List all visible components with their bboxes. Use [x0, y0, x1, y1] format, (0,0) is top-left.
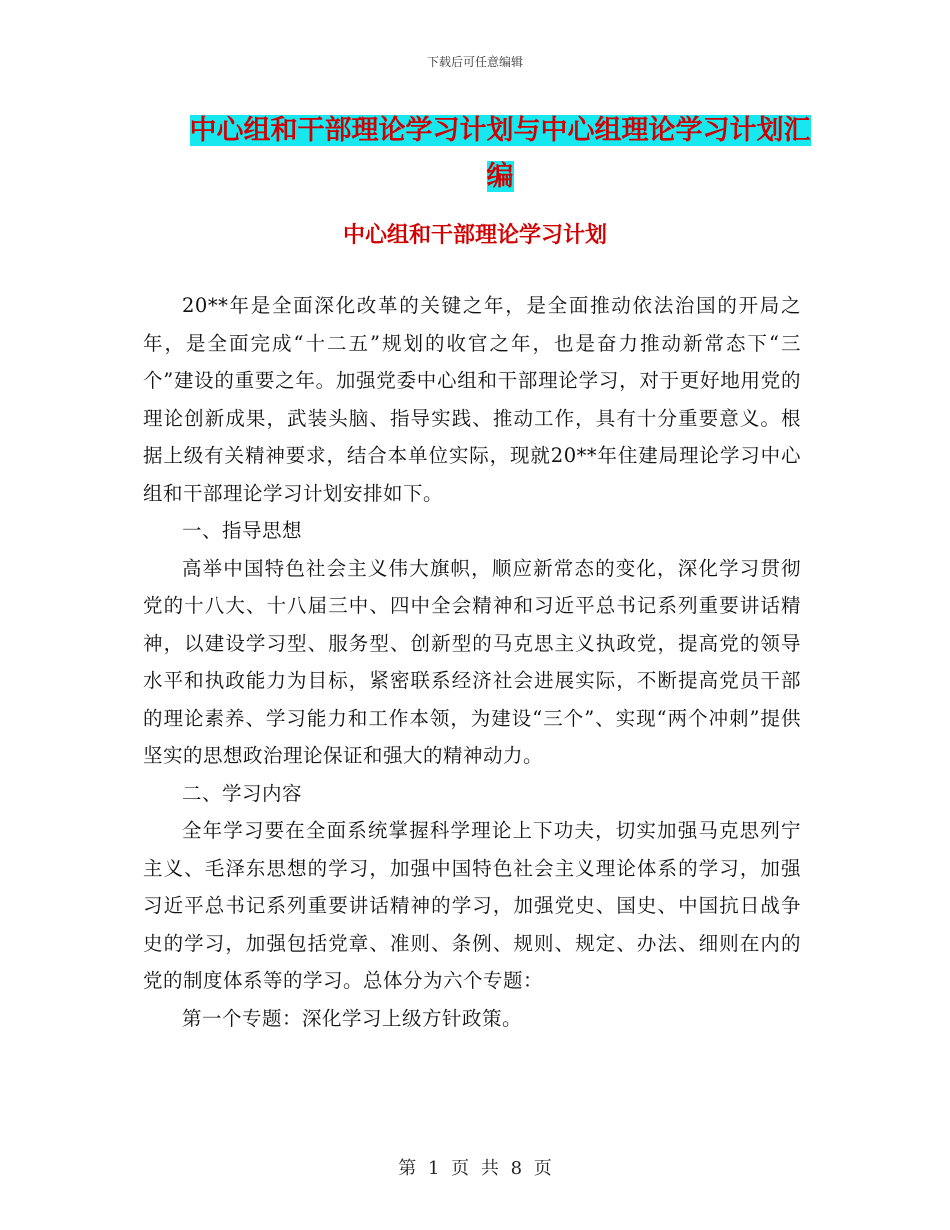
- page-indicator: 第 1 页 共 8 页: [398, 1158, 552, 1179]
- paragraph-topic-one: 第一个专题：深化学习上级方针政策。: [182, 1006, 523, 1030]
- paragraph-study-content: 全年学习要在全面系统掌握科学理论上下功夫，切实加强马克思列宁主义、毛泽东思想的学习，加强中国特色社会主义理论体系的学习，加强习近平总书记系列重要讲话精神的学习，加强党史、国史、中国抗日战争史的学习，加强包括党章、准则、条例、规则、规定、办法、细则在内的党的制度体系等的学习。总体分为六个专题：: [143, 819, 801, 992]
- document-title-line-2: 编: [486, 161, 514, 192]
- section-title: 中心组和干部理论学习计划: [342, 223, 607, 248]
- heading-guiding-ideology: 一、指导思想: [182, 519, 303, 542]
- document-body: [143, 287, 801, 1037]
- heading-study-content: 二、学习内容: [182, 781, 303, 805]
- paragraph-guiding-ideology: 高举中国特色社会主义伟大旗帜，顺应新常态的变化，深化学习贯彻党的十八大、十八届三中、四中全会精神和习近平总书记系列重要讲话精神，以建设学习型、服务型、创新型的马克思主义执政党，提高党的领导水平和执政能力为目标，紧密联系经济社会进展实际，不断提高党员干部的理论素养、学习能力和工作本领，为建设“三个”、实现“两个冲刺”提供坚实的思想政治理论保证和强大的精神动力。: [143, 556, 801, 767]
- document-title: [150, 108, 850, 200]
- document-title-line-1: 中心组和干部理论学习计划与中心组理论学习计划汇: [189, 115, 811, 146]
- paragraph-intro: 20**年是全面深化改革的关键之年，是全面推动依法治国的开局之年，是全面完成“十二五”规划的收官之年，也是奋力推动新常态下“三个”建设的重要之年。加强党委中心组和干部理论学习，对于更好地用党的理论创新成果，武装头脑、指导实践、推动工作，具有十分重要意义。根据上级有关精神要求，结合本单位实际，现就20**年住建局理论学习中心组和干部理论学习计划安排如下。: [143, 294, 801, 505]
- header-note: 下载后可任意编辑: [426, 55, 523, 69]
